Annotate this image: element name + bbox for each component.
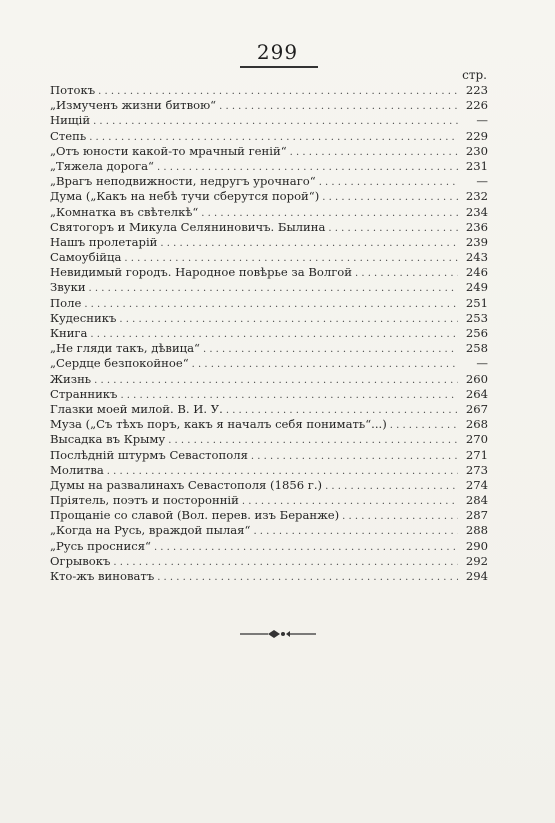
toc-entry-page: 246: [465, 265, 488, 280]
toc-entry-title: Муза („Съ тѣхъ поръ, какъ я началъ себя понимать“...): [50, 417, 387, 432]
toc-entry-title: Пріятель, поэтъ и посторонній: [50, 493, 239, 508]
toc-entry: [50, 341, 488, 356]
toc-entry: [50, 569, 488, 584]
toc-entry-page: 284: [465, 493, 488, 508]
toc-leader-dots: [355, 266, 458, 280]
page-number-underline: [240, 66, 318, 68]
toc-entry: [50, 144, 488, 159]
toc-leader-dots: [322, 190, 458, 204]
toc-entry-page: 253: [465, 310, 488, 325]
toc-entry-title: Жизнь: [50, 371, 92, 386]
toc-leader-dots: [157, 570, 458, 584]
toc-entry-title: „Русь проснися“: [50, 538, 151, 553]
toc-entry-title: Кто-жъ виноватъ: [50, 569, 155, 583]
toc-entry: [50, 113, 488, 128]
toc-entry-title: Нашъ пролетарій: [50, 234, 158, 249]
toc-entry-page: 271: [465, 447, 488, 462]
toc-entry: [50, 98, 488, 113]
toc-entry-page: 234: [465, 204, 488, 219]
toc-entry-page: 251: [465, 295, 488, 310]
toc-entry: [50, 205, 488, 220]
toc-entry: [50, 478, 488, 493]
page-number: 299: [256, 40, 299, 64]
toc-entry: [50, 220, 488, 235]
toc-entry-title: Святогоръ и Микула Селяниновичъ. Былина: [50, 219, 326, 234]
toc-entry-page: 236: [465, 219, 488, 234]
toc-entry-title: Дума („Какъ на небѣ тучи сберутся порой“): [50, 189, 320, 204]
toc-entry: [50, 189, 488, 204]
toc-entry-title: Нищій: [50, 113, 91, 128]
toc-entry-page: 226: [465, 98, 488, 113]
toc-entry: [50, 326, 488, 341]
toc-entry: [50, 83, 488, 98]
toc-entry-page: 223: [465, 83, 488, 97]
toc-entry-title: Странникъ: [50, 386, 118, 401]
toc-leader-dots: [113, 555, 458, 569]
toc-entry-title: „Отъ юности какой-то мрачный геній“: [50, 143, 287, 158]
toc-leader-dots: [89, 281, 458, 295]
toc-leader-dots: [319, 175, 458, 189]
toc-entry-title: Глазки моей милой. В. И. У.: [50, 401, 223, 416]
toc-entry-page: 292: [465, 553, 488, 568]
toc-entry-title: „Сердце безпокойное“: [50, 356, 189, 371]
toc-leader-dots: [242, 494, 458, 508]
toc-entry-page: 239: [465, 234, 488, 249]
toc-leader-dots: [251, 449, 458, 463]
toc-entry-title: „Не гляди такъ, дѣвица“: [50, 341, 200, 356]
toc-leader-dots: [98, 84, 458, 98]
toc-entry-title: Самоубійца: [50, 250, 122, 265]
toc-leader-dots: [253, 524, 458, 538]
toc-leader-dots: [154, 540, 458, 554]
toc-leader-dots: [124, 251, 458, 265]
toc-entry: [50, 265, 488, 280]
toc-entry-title: Потокъ: [50, 83, 96, 97]
toc-entry-page: 264: [465, 386, 488, 401]
toc-entry: [50, 159, 488, 174]
toc-leader-dots: [94, 373, 458, 387]
toc-entry-title: Высадка въ Крыму: [50, 432, 166, 447]
toc-entry-title: Поле: [50, 295, 82, 310]
toc-leader-dots: [390, 418, 458, 432]
table-of-contents: [50, 83, 488, 584]
toc-entry-title: „Комнатка въ свѣтелкѣ“: [50, 204, 199, 219]
toc-entry-title: Думы на развалинахъ Севастополя (1856 г.): [50, 477, 323, 492]
toc-leader-dots: [89, 130, 458, 144]
toc-entry-title: Кудесникъ: [50, 310, 117, 325]
toc-entry: [50, 523, 488, 538]
toc-entry-title: Прощаніе со славой (Вол. перев. изъ Беранже): [50, 508, 340, 523]
toc-leader-dots: [84, 297, 458, 311]
toc-entry-title: „Врагъ неподвижности, недругъ урочнаго“: [50, 174, 316, 189]
toc-entry-page: 288: [465, 523, 488, 538]
toc-leader-dots: [342, 509, 458, 523]
toc-entry: [50, 356, 488, 371]
toc-entry-title: Звуки: [50, 280, 86, 295]
toc-entry-title: Молитва: [50, 462, 104, 477]
toc-leader-dots: [201, 206, 458, 220]
toc-entry: [50, 508, 488, 523]
toc-entry-page: 243: [465, 250, 488, 265]
toc-entry: [50, 493, 488, 508]
toc-leader-dots: [290, 145, 458, 159]
toc-entry: [50, 387, 488, 402]
toc-entry: [50, 129, 488, 144]
toc-leader-dots: [160, 236, 458, 250]
toc-leader-dots: [107, 464, 458, 478]
toc-entry-page: 287: [465, 508, 488, 523]
toc-entry-title: Невидимый городъ. Народное повѣрье за Волгой: [50, 265, 352, 280]
toc-entry-page: 231: [465, 158, 488, 173]
toc-entry: [50, 554, 488, 569]
toc-leader-dots: [226, 403, 458, 417]
toc-entry-page: —: [476, 356, 488, 371]
toc-entry-title: „Тяжела дорога“: [50, 158, 154, 173]
toc-entry: [50, 417, 488, 432]
toc-leader-dots: [219, 99, 458, 113]
toc-leader-dots: [90, 327, 458, 341]
toc-entry: [50, 235, 488, 250]
toc-entry-page: 256: [465, 326, 488, 340]
toc-entry-page: 267: [465, 401, 488, 416]
toc-leader-dots: [120, 388, 458, 402]
toc-entry-title: „Когда на Русь, враждой пылая“: [50, 523, 251, 538]
toc-entry-page: 249: [465, 280, 488, 295]
end-ornament-icon: [238, 628, 318, 640]
toc-entry-title: Послѣдній штурмъ Севастополя: [50, 447, 248, 462]
toc-entry-title: Огрывокъ: [50, 553, 111, 568]
toc-entry-page: 270: [465, 432, 488, 447]
toc-entry-page: 232: [465, 189, 488, 204]
toc-entry-page: 230: [465, 143, 488, 158]
toc-entry: [50, 463, 488, 478]
toc-entry-page: 229: [465, 128, 488, 143]
toc-entry: [50, 539, 488, 554]
toc-entry-page: 274: [465, 477, 488, 492]
toc-leader-dots: [119, 312, 458, 326]
toc-entry-page: 260: [465, 371, 488, 386]
toc-entry: [50, 296, 488, 311]
toc-entry: [50, 280, 488, 295]
toc-entry: [50, 448, 488, 463]
toc-entry-page: 268: [465, 417, 488, 432]
toc-leader-dots: [203, 342, 458, 356]
toc-entry-page: —: [476, 174, 488, 189]
toc-entry: [50, 372, 488, 387]
toc-entry-page: —: [476, 113, 488, 128]
toc-entry: [50, 402, 488, 417]
toc-entry-page: 294: [465, 569, 488, 583]
toc-entry-page: 290: [465, 538, 488, 553]
toc-leader-dots: [157, 160, 458, 174]
toc-entry: [50, 432, 488, 447]
toc-leader-dots: [192, 357, 458, 371]
toc-entry-page: 273: [465, 462, 488, 477]
toc-leader-dots: [93, 114, 458, 128]
toc-leader-dots: [328, 221, 458, 235]
toc-entry: [50, 311, 488, 326]
page-column-header: стр.: [462, 68, 487, 82]
toc-entry-title: „Измученъ жизни битвою“: [50, 98, 217, 113]
toc-entry-title: Степь: [50, 128, 87, 143]
toc-entry: [50, 174, 488, 189]
toc-entry-page: 258: [465, 341, 488, 356]
toc-entry-title: Книга: [50, 326, 88, 340]
toc-entry: [50, 250, 488, 265]
toc-leader-dots: [168, 433, 458, 447]
toc-leader-dots: [325, 479, 458, 493]
